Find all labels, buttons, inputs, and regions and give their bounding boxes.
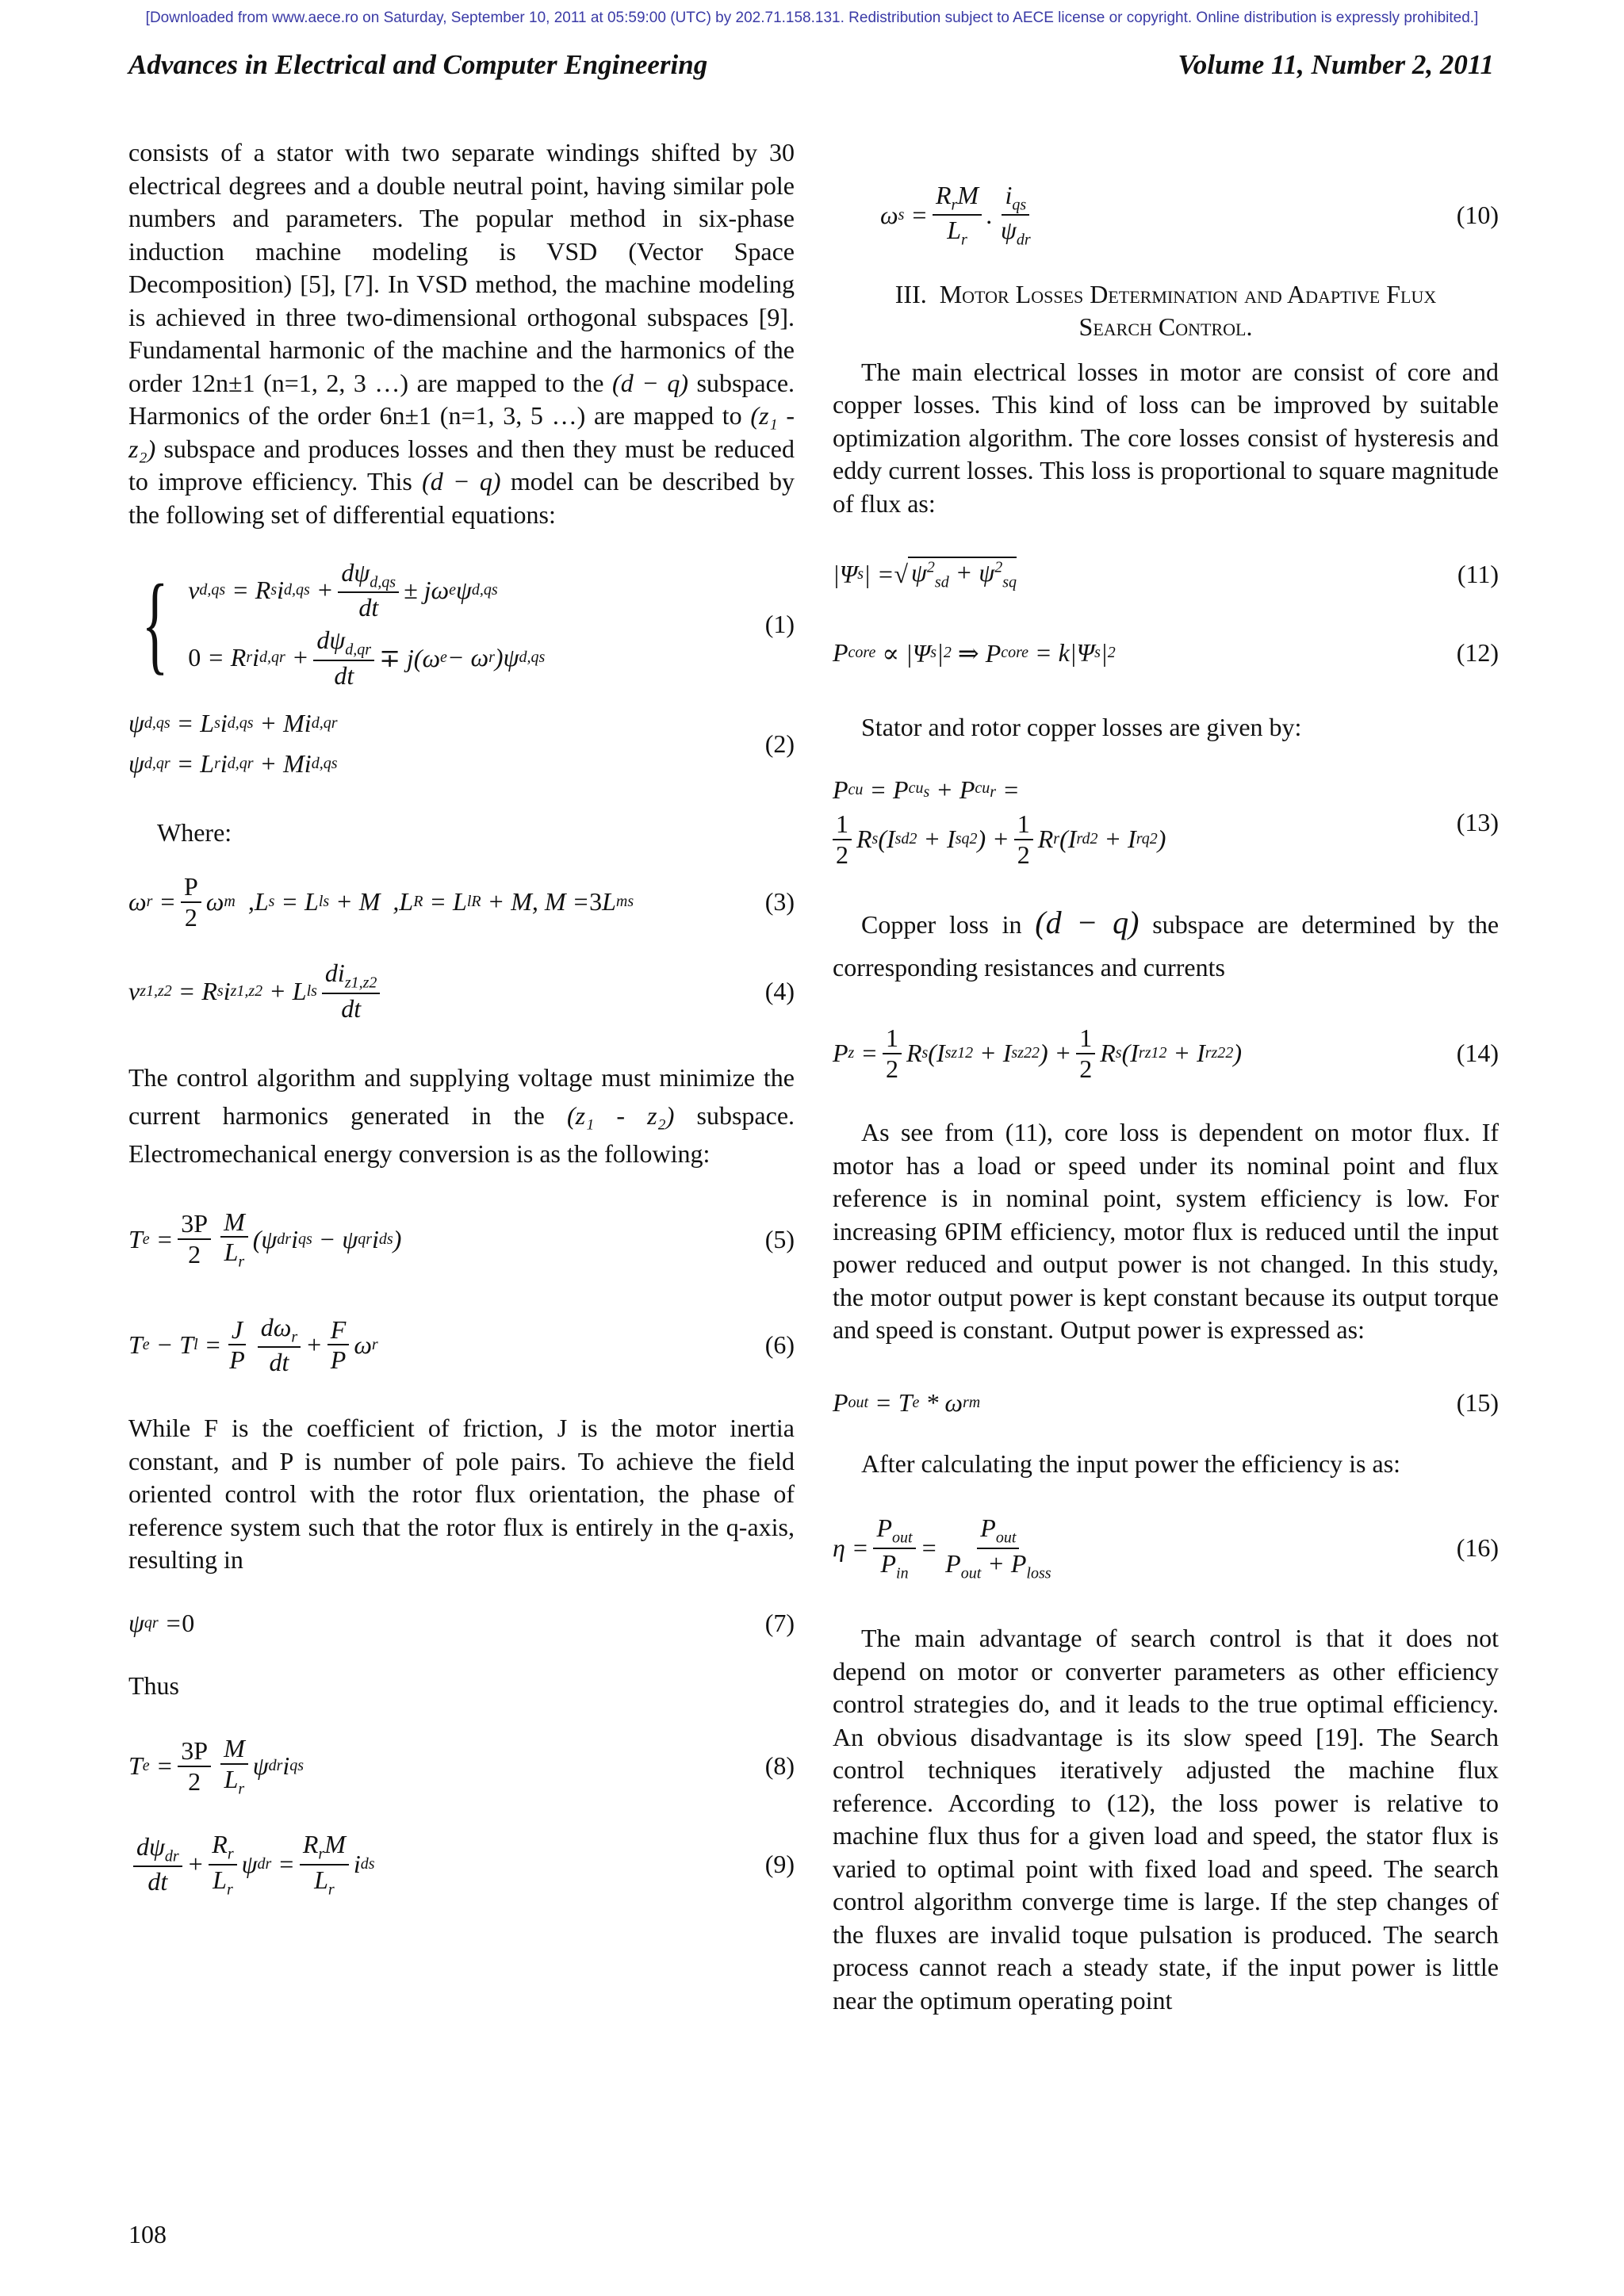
paragraph: consists of a stator with two separate windings shifted by 30 electrical degrees and a double neutral point, having similar pole numbers and parameters. The popular method in six-phase induction machine modeling is VSD (Vector Space Decomposition) [5], [7]. In VSD method, the machine modeling is achieved in three two-dimensional orthogonal subspaces [9]. Fundamental harmonic of the machine and the harmonics of the order 12n±1 (n=1, 2, 3 …) are mapped to the (d − q) subspace. Harmonics of the order 6n±1 (n=1, 3, 5 …) are mapped to (z₁ - z₂) subspace and produces losses and then they must be reduced to improve efficiency. This (d − q) model can be described by the following set of differential equations: bbox=[128, 138, 795, 529]
equation-14: P z = $\frac{1}{2}$ R s (I sz1 2 + I sz2 2 ) + $\frac{1}{2}$ R s (I rz1 2 + I rz2 2 ) (14) bbox=[833, 1023, 1499, 1083]
equation-5: T e = $\frac{3P}{2}$ $\frac{M}{L_r}$ (ψ dr i qs − ψ qr i ds ) (5) bbox=[128, 1207, 795, 1271]
left-column bbox=[128, 136, 795, 1899]
paragraph: The control algorithm and supplying voltage must minimize the current harmonics generated in the (z₁ - z₂) subspace. Electromechanical energy conversion is as the following: bbox=[128, 1062, 795, 1168]
equation-4: v z1,z2 = R s i z1,z2 + L ls $\frac{di_{z1,z2}}{dt}$ (4) bbox=[128, 959, 795, 1023]
volume-info: Volume 11, Number 2, 2011 bbox=[1178, 49, 1494, 80]
equation-11: |Ψ s | = √ $\psi^2_{sd} + \psi^2_{sq}$ (11) bbox=[833, 558, 1499, 591]
equation-10: ω s = $\frac{R_rM}{L_r}$ . $\frac{i_{qs}}{\psi_{dr}}$ (10) bbox=[880, 181, 1499, 249]
equation-7: ψ qr = 0 (7) bbox=[128, 1608, 795, 1637]
paragraph: Copper loss in (d − q) subspace are determined by the corresponding resistances and currents bbox=[833, 904, 1500, 982]
equation-6: T e − T l = $\frac{J}{P}$ $\frac{d\omega_r}{dt}$ + $\frac{F}{P}$ ω r (6) bbox=[128, 1312, 795, 1377]
equation-15: P out = T e * ω rm (15) bbox=[833, 1387, 1499, 1417]
download-banner: [Downloaded from www.aece.ro on Saturday, September 10, 2011 at 05:59:00 (UTC) by 202.71.158.131. Redistribution subject to AECE license or copyright. Online distribution is expressly prohibited.] bbox=[145, 10, 1479, 26]
paragraph: The main electrical losses in motor are consist of core and copper losses. This kind of loss can be improved by suitable optimization algorithm. The core losses consist of hysteresis and eddy current losses. This loss is proportional to square magnitude of flux as: bbox=[833, 357, 1499, 518]
equation-16: η = $\frac{P_{out}}{P_{in}}$ = $\frac{P_{out}}{P_{out} + P_{loss}}$ (16) bbox=[833, 1513, 1499, 1582]
equation-3: ω r = $\frac{P}{2}$ ω m ,L s = L ls + M ,L R = L lR + M, M = 3 L ms (3) bbox=[128, 871, 795, 932]
paragraph: Stator and rotor copper losses are given by: bbox=[861, 712, 1302, 741]
equation-12: P core ∝ |Ψ s | 2 ⇒ P core = k|Ψ s | 2 (12) bbox=[833, 638, 1499, 668]
paragraph: While F is the coefficient of friction, J is the motor inertia constant, and P is number of pole pairs. To achieve the field oriented control with the rotor flux orientation, the phase of reference system such that the rotor flux is entirely in the q-axis, resulting in bbox=[128, 1414, 795, 1575]
equation-9: $\frac{d\psi_{dr}}{dt}$ + $\frac{R_r}{L_r}$ ψ dr = $\frac{R_rM}{L_r}$ i ds (9) bbox=[128, 1830, 795, 1899]
equation-8: T e = $\frac{3P}{2}$ $\frac{M}{L_r}$ ψ dr i qs (8) bbox=[128, 1734, 795, 1798]
thus-label: Thus bbox=[128, 1670, 179, 1700]
equation-1: { v d,qs = R s i d,qs + $\frac{d\psi_{d,qs}}{dt}$ ± jω e ψ d,qs 0 = R r i d,qr + $\frac{d\psi_{d,qr}}{dt}$ ∓ j(ω e − ω r )ψ d,qs (1) bbox=[141, 558, 795, 690]
where-label: Where: bbox=[157, 818, 232, 848]
journal-title: Advances in Electrical and Computer Engineering bbox=[128, 49, 708, 80]
paragraph: As see from (11), core loss is dependent on motor flux. If motor has a load or speed under its nominal point and flux reference is in nominal point, system efficiency is low. For increasing 6PIM efficiency, motor flux is reduced until the input power reduced and output power is not changed. In this study, the motor output power is kept constant because its output torque and speed is constant. Output power is expressed as: bbox=[833, 1118, 1499, 1345]
paragraph: The main advantage of search control is that it does not depend on motor or converter parameters as other efficiency control strategies do, and it leads to the true optimal efficiency. An obvious disadvantage is its slow speed [19]. The Search control techniques iteratively adjusted the machine flux reference. According to (12), the loss power is relative to machine flux thus for a given load and speed, the stator flux is varied to optimal point with fixed load and speed. The search control algorithm converge time is large. If the step changes of the fluxes are invalid toque pulsation is produced. The search process cannot reach a steady state, if the input power is little near the optimum operating point bbox=[833, 1624, 1499, 2015]
right-column bbox=[833, 136, 1499, 2017]
section-heading: III. Motor Losses Determination and Adaptive Flux Search Control. bbox=[894, 279, 1437, 341]
page-number: 108 bbox=[128, 2220, 167, 2248]
equation-2: ψ d,qs = L s i d,qs + Mi d,qr ψ d,qr = L r i d,qr + Mi d,qs (2) bbox=[128, 709, 795, 779]
equation-13: P cu = P $cu_s$ + P $cu_r$ = $\frac{1}{2}$ R s (I sd 2 + I sq 2 ) + $\frac{1}{2}$ R r (I rd 2 + I rq 2 ) (13) bbox=[833, 775, 1499, 869]
paragraph: After calculating the input power the efficiency is as: bbox=[861, 1448, 1401, 1478]
